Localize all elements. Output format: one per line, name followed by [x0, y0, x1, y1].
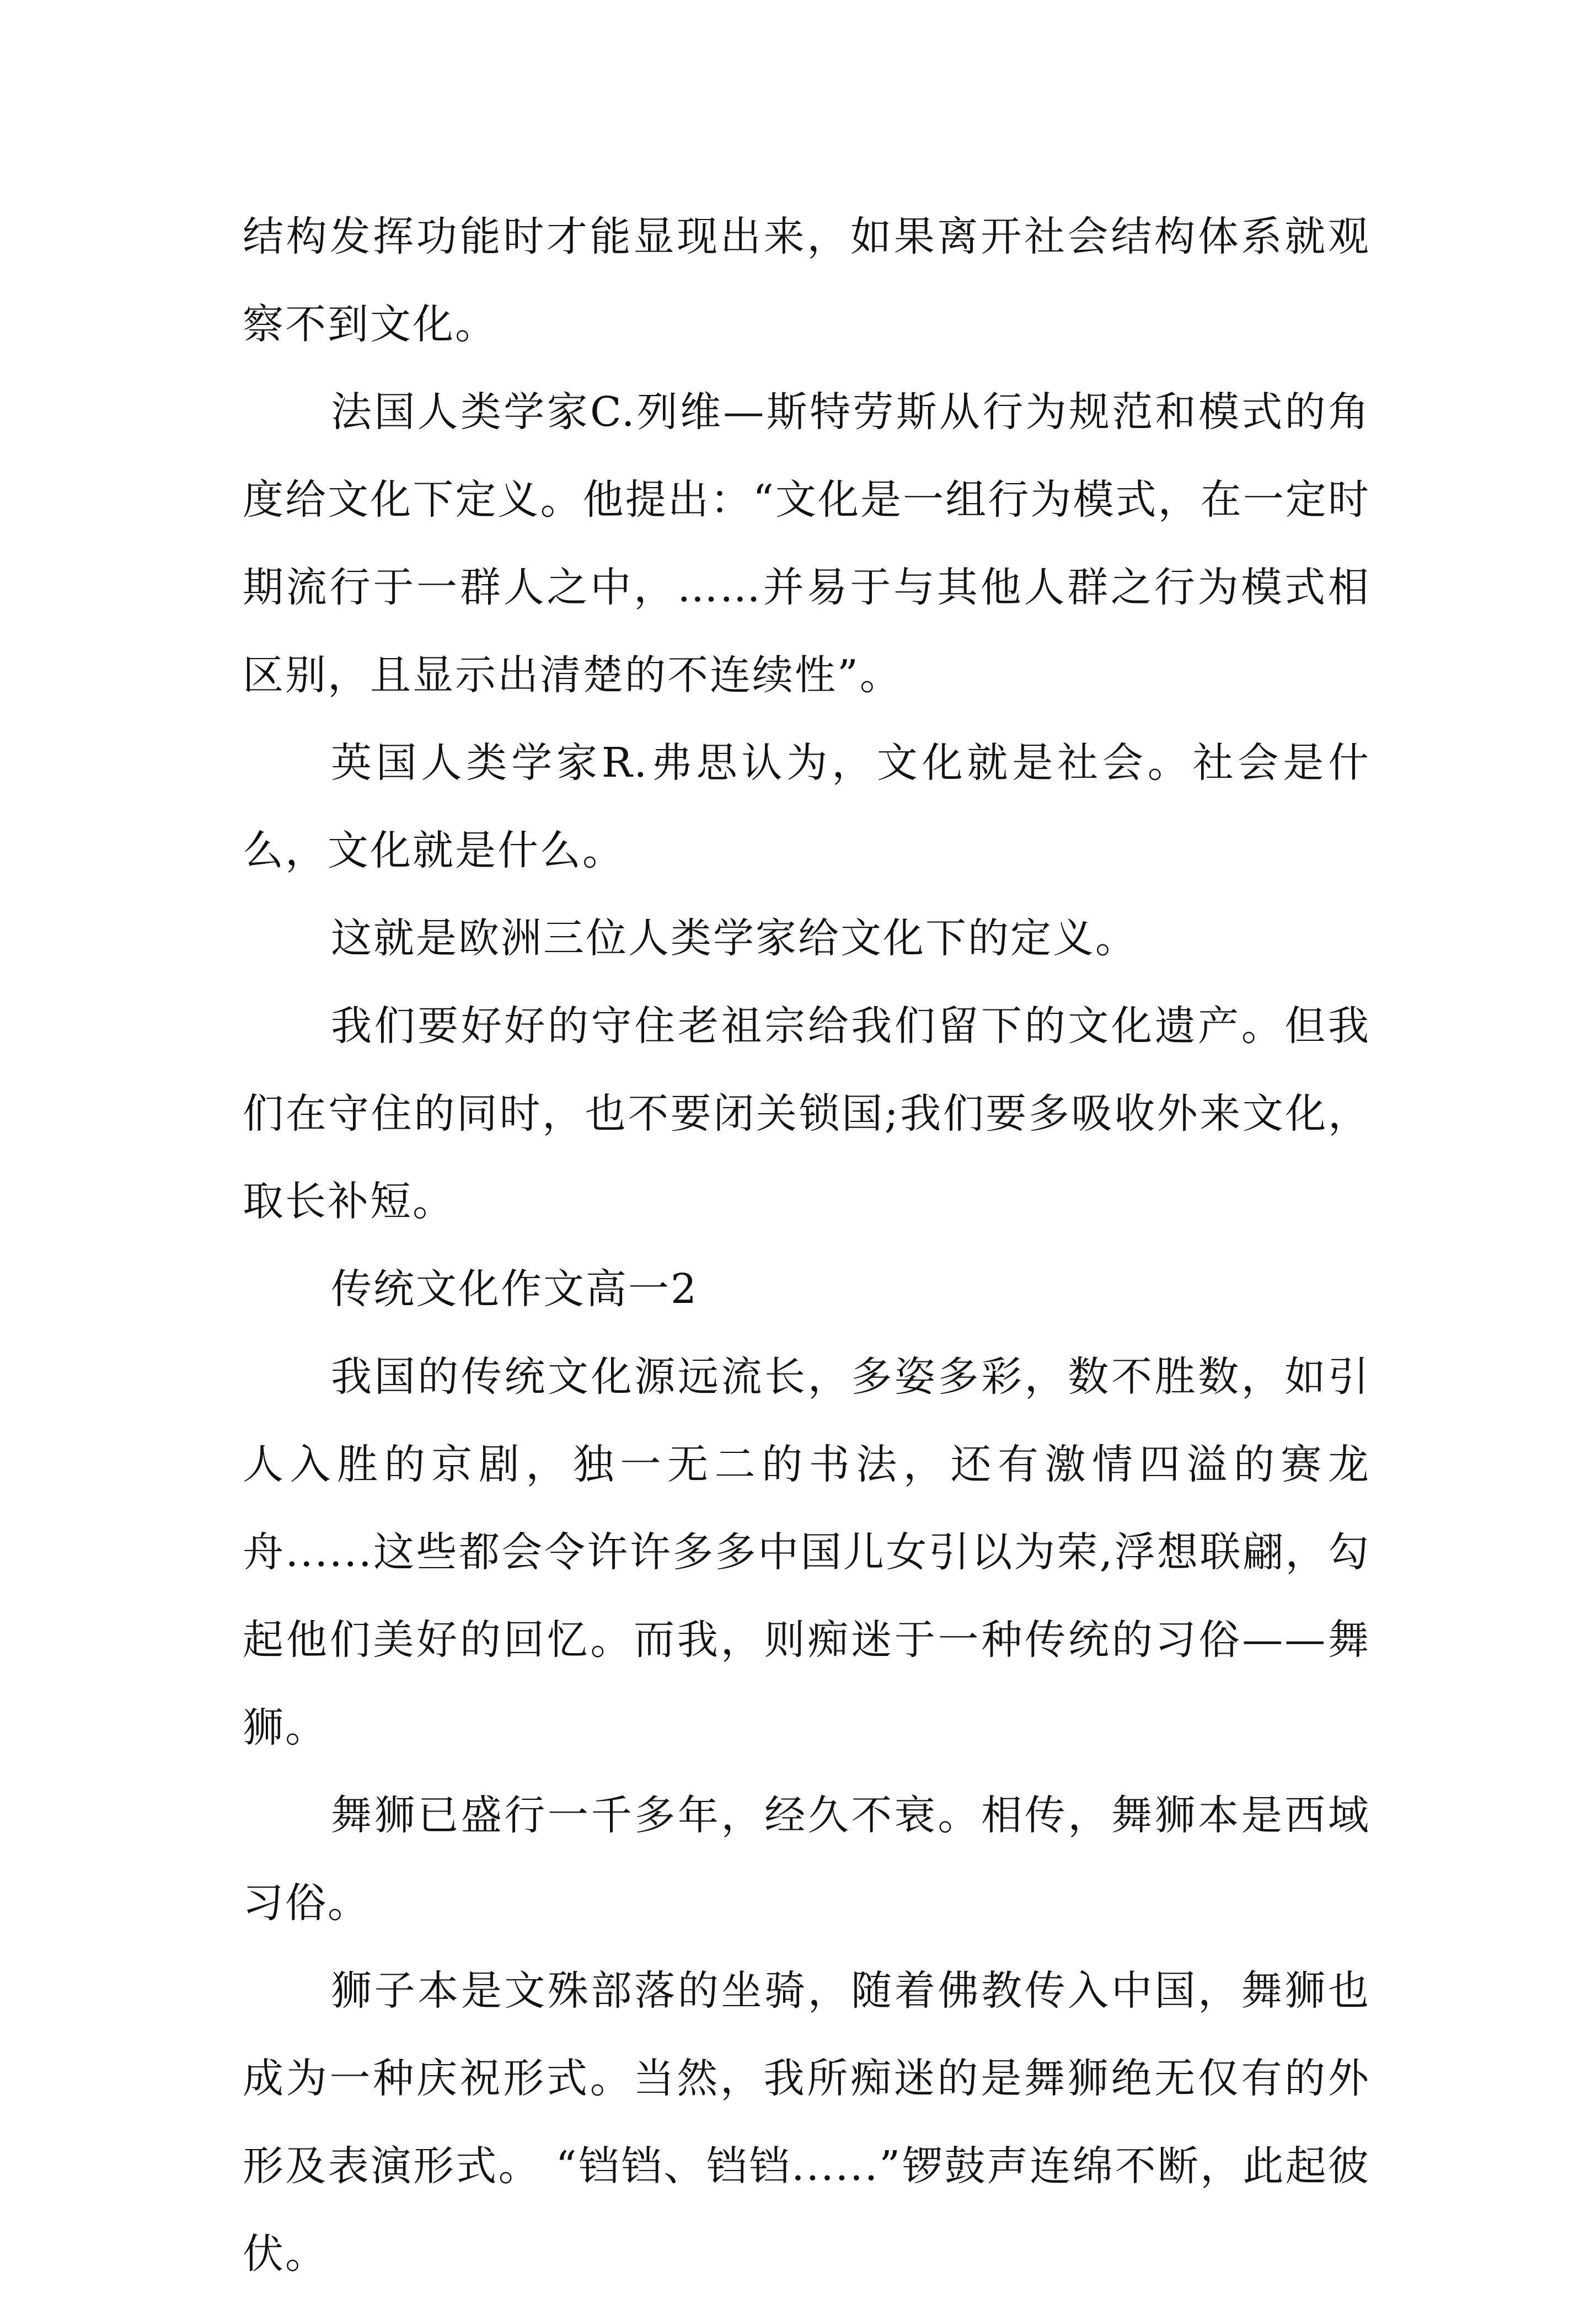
paragraph-2: 法国人类学家C.列维—斯特劳斯从行为规范和模式的角度给文化下定义。他提出：“文化是一组行为模式，在一定时期流行于一群人之中，……并易于与其他人群之行为模式相区别，且显示出清楚的不连续性”。 — [243, 388, 1370, 699]
paragraph-8: 狮子本是文殊部落的坐骑，随着佛教传入中国，舞狮也成为一种庆祝形式。当然，我所痴迷的是舞狮绝无仅有的外形及表演形式。 “铛铛、铛铛......”锣鼓声连绵不断，此起彼伏。 — [243, 1967, 1370, 2278]
paragraph-5: 我们要好好的守住老祖宗给我们留下的文化遗产。但我们在守住的同时，也不要闭关锁国;我们要多吸收外来文化，取长补短。 — [243, 1002, 1370, 1225]
document-body — [243, 193, 1370, 2298]
section-heading: 传统文化作文高一2 — [331, 1265, 699, 1313]
paragraph-3: 英国人类学家R.弗思认为，文化就是社会。社会是什么，文化就是什么。 — [243, 739, 1370, 874]
paragraph-6: 我国的传统文化源远流长，多姿多彩，数不胜数，如引人入胜的京剧，独一无二的书法，还有激情四溢的赛龙舟......这些都会令许许多多中国儿女引以为荣,浮想联翩，勾起他们美好的回忆。而我，则痴迷于一种传统的习俗——舞狮。 — [243, 1353, 1370, 1751]
paragraph-7: 舞狮已盛行一千多年，经久不衰。相传，舞狮本是西域习俗。 — [243, 1792, 1370, 1927]
paragraph-1: 结构发挥功能时才能显现出来，如果离开社会结构体系就观察不到文化。 — [243, 213, 1370, 348]
paragraph-4: 这就是欧洲三位人类学家给文化下的定义。 — [331, 915, 1138, 962]
